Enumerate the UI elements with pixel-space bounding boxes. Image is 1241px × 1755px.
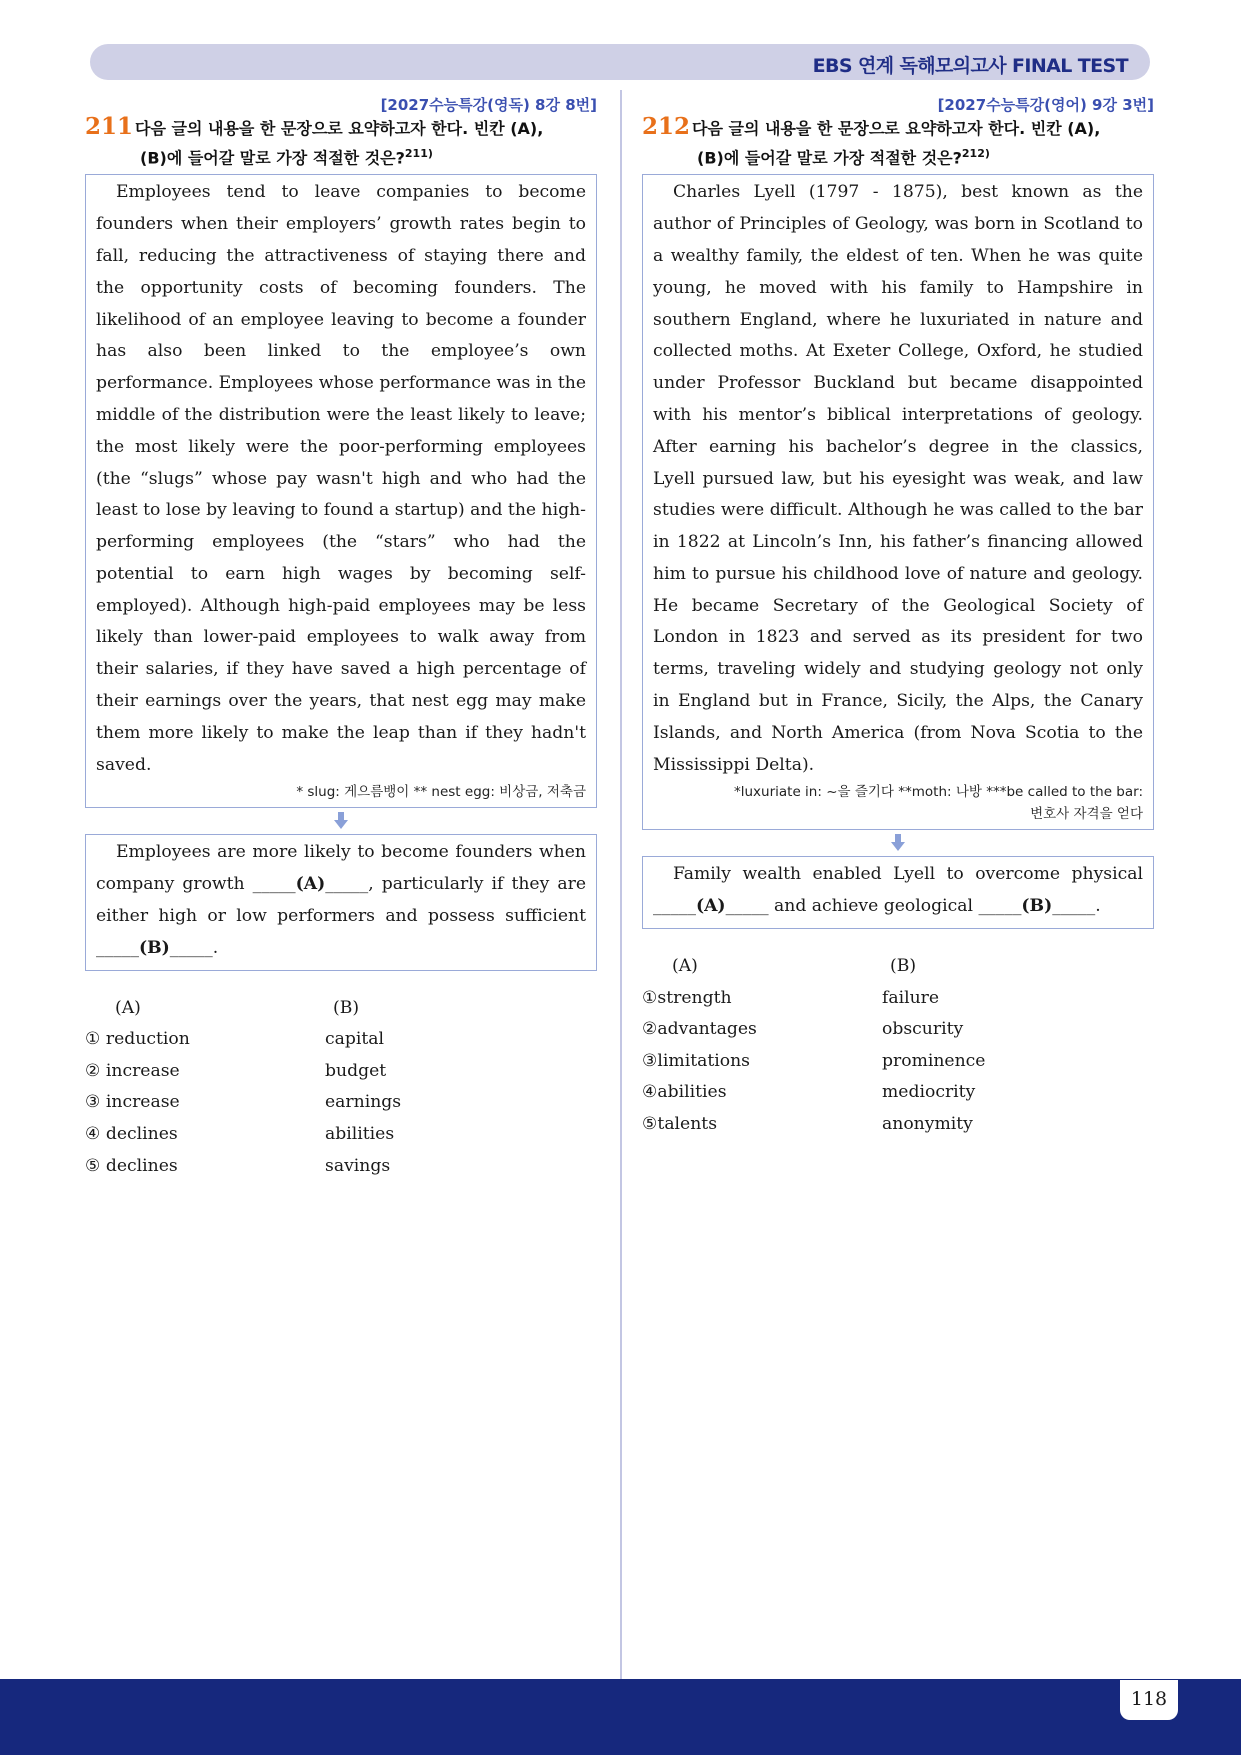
summary-text	[96, 837, 586, 964]
header-title: EBS 연계 독해모의고사 FINAL TEST	[812, 55, 1128, 77]
option-b-text: anonymity	[882, 1114, 973, 1135]
question-number: 211	[85, 113, 134, 140]
option-b-text: capital	[325, 1029, 385, 1050]
blank-a-line-post: _____	[325, 874, 369, 895]
footer-bar	[0, 1679, 1241, 1755]
prompt-line-2-text: (B)에 들어갈 말로 가장 적절한 것은?	[697, 148, 962, 168]
blank-a	[253, 874, 369, 894]
summary-part-2: and achieve geological	[768, 896, 979, 917]
question-211	[85, 94, 597, 1182]
question-source: [2027수능특강(영독) 8강 8번]	[380, 96, 597, 114]
page-number: 118	[1120, 1680, 1178, 1720]
answer-option-2[interactable]	[642, 1014, 1154, 1046]
option-b-text: abilities	[325, 1124, 395, 1145]
blank-b-line-post: _____	[1052, 896, 1096, 917]
question-source: [2027수능특강(영어) 9강 3번]	[937, 96, 1154, 114]
summary-part-2: , particularly if they are either high or low performers and possess sufficient	[96, 874, 586, 927]
blank-a-label: (A)	[295, 874, 326, 895]
blank-b-label: (B)	[138, 937, 170, 958]
blank-a	[653, 896, 769, 916]
down-arrow-icon	[642, 830, 1154, 856]
option-b-text: prominence	[882, 1050, 986, 1071]
answer-option-2[interactable]	[85, 1056, 597, 1088]
blank-a-line-post: _____	[725, 896, 769, 917]
options-header	[642, 951, 1154, 983]
options-header-b: (B)	[890, 956, 917, 977]
answer-option-1[interactable]	[85, 1024, 597, 1056]
answer-option-5[interactable]	[642, 1109, 1154, 1141]
option-a-text: ② increase	[85, 1060, 180, 1081]
options-header	[85, 993, 597, 1025]
blank-a-line-pre: _____	[252, 874, 296, 895]
blank-b	[978, 896, 1095, 916]
summary-part-1: Employees are more likely to become founders when company growth	[96, 842, 586, 895]
passage-text: Employees tend to leave companies to become founders when their employers’ growth rates begin to fall, reducing the attractiveness of staying there and the opportunity costs of becoming founders. The likelihood of an employee leaving to become a founder has also been linked to the employee’s own performance. Employees whose performance was in the middle of the distribution were the least likely to leave; the most likely were the poor-performing employees (the “slugs” whose pay wasn't high and who had the least to lose by leaving to found a startup) and the high-performing employees (the “stars” who had the potential to earn high wages by becoming self-employed). Although high-paid employees may be less likely than lower-paid employees to walk away from their salaries, if they have saved a high percentage of their earnings over the years, that nest egg may make them more likely to make the leap than if they hadn't saved.	[96, 182, 586, 775]
options-header-a: (A)	[672, 956, 698, 977]
question-prompt	[642, 113, 1154, 170]
option-a-text: ①strength	[642, 987, 732, 1008]
prompt-line-1: 다음 글의 내용을 한 문장으로 요약하고자 한다. 빈칸 (A),	[135, 119, 544, 138]
passage-box	[642, 174, 1154, 830]
question-number: 212	[642, 113, 691, 140]
option-b-text: mediocrity	[882, 1082, 976, 1103]
prompt-line-2	[692, 141, 1154, 170]
blank-b-label: (B)	[1021, 896, 1053, 917]
answer-options	[85, 993, 597, 1183]
answer-option-5[interactable]	[85, 1151, 597, 1183]
footnote-ref: 211)	[404, 147, 433, 160]
answer-option-4[interactable]	[642, 1077, 1154, 1109]
option-b-text: savings	[325, 1155, 391, 1176]
option-b-text: failure	[882, 987, 940, 1008]
option-b-text: earnings	[325, 1092, 402, 1113]
header-bar	[90, 44, 1150, 80]
column-divider	[620, 90, 622, 1680]
options-header-b: (B)	[333, 997, 360, 1018]
option-a-text: ④abilities	[642, 1082, 727, 1103]
option-a-text: ⑤ declines	[85, 1155, 178, 1176]
prompt-line-1: 다음 글의 내용을 한 문장으로 요약하고자 한다. 빈칸 (A),	[692, 119, 1101, 138]
answer-options	[642, 951, 1154, 1141]
blank-b	[96, 938, 213, 958]
blank-b-line-pre: _____	[96, 937, 139, 958]
summary-box	[85, 834, 597, 970]
blank-a-label: (A)	[695, 896, 726, 917]
down-arrow-icon	[85, 808, 597, 834]
summary-text	[653, 859, 1143, 923]
passage-text: Charles Lyell (1797 - 1875), best known as the author of Principles of Geology, was born in Scotland to a wealthy family, the eldest of ten. When he was quite young, he moved with his family to Hampshire in southern England, where he luxuriated in nature and collected moths. At Exeter College, Oxford, he studied under Professor Buckland but became disappointed with his mentor’s biblical interpretations of geology. After earning his bachelor’s degree in the classics, Lyell pursued law, but his eyesight was weak, and law studies were difficult. Although he was called to the bar in 1822 at Lincoln’s Inn, his father’s financing allowed him to pursue his childhood love of nature and geology. He became Secretary of the Geological Society of London in 1823 and served as its president for two terms, traveling widely and studying geology not only in England but in France, Sicily, the Alps, the Canary Islands, and North America (from Nova Scotia to the Mississippi Delta).	[653, 182, 1143, 775]
answer-option-1[interactable]	[642, 983, 1154, 1015]
option-a-text: ④ declines	[85, 1124, 178, 1145]
option-a-text: ③ increase	[85, 1092, 180, 1113]
summary-part-1: Family wealth enabled Lyell to overcome physical	[673, 864, 1143, 885]
option-a-text: ③limitations	[642, 1050, 750, 1071]
option-a-text: ① reduction	[85, 1029, 190, 1050]
answer-option-3[interactable]	[642, 1046, 1154, 1078]
option-b-text: budget	[325, 1060, 387, 1081]
passage-footnote-line-2: 변호사 자격을 얻다	[1030, 806, 1143, 823]
option-a-text: ②advantages	[642, 1019, 757, 1040]
passage-footnote: * slug: 게으름뱅이 ** nest egg: 비상금, 저축금	[296, 784, 586, 801]
options-header-a: (A)	[115, 997, 141, 1018]
footnote-ref: 212)	[961, 147, 990, 160]
summary-part-3: .	[1095, 896, 1101, 917]
blank-b-line-pre: _____	[978, 896, 1022, 917]
option-a-text: ⑤talents	[642, 1114, 718, 1135]
blank-a-line-pre: _____	[653, 896, 696, 917]
question-prompt	[85, 113, 597, 170]
answer-option-4[interactable]	[85, 1119, 597, 1151]
answer-option-3[interactable]	[85, 1087, 597, 1119]
question-212	[642, 94, 1154, 1141]
option-b-text: obscurity	[882, 1019, 964, 1040]
prompt-line-2-text: (B)에 들어갈 말로 가장 적절한 것은?	[140, 148, 405, 168]
summary-part-3: .	[212, 937, 219, 958]
passage-box	[85, 174, 597, 808]
blank-b-line-post: _____	[169, 937, 213, 958]
summary-box	[642, 856, 1154, 929]
prompt-line-2	[135, 141, 597, 170]
passage-footnote-line-1: *luxuriate in: ~을 즐기다 **moth: 나방 ***be called to the bar:	[733, 784, 1143, 801]
